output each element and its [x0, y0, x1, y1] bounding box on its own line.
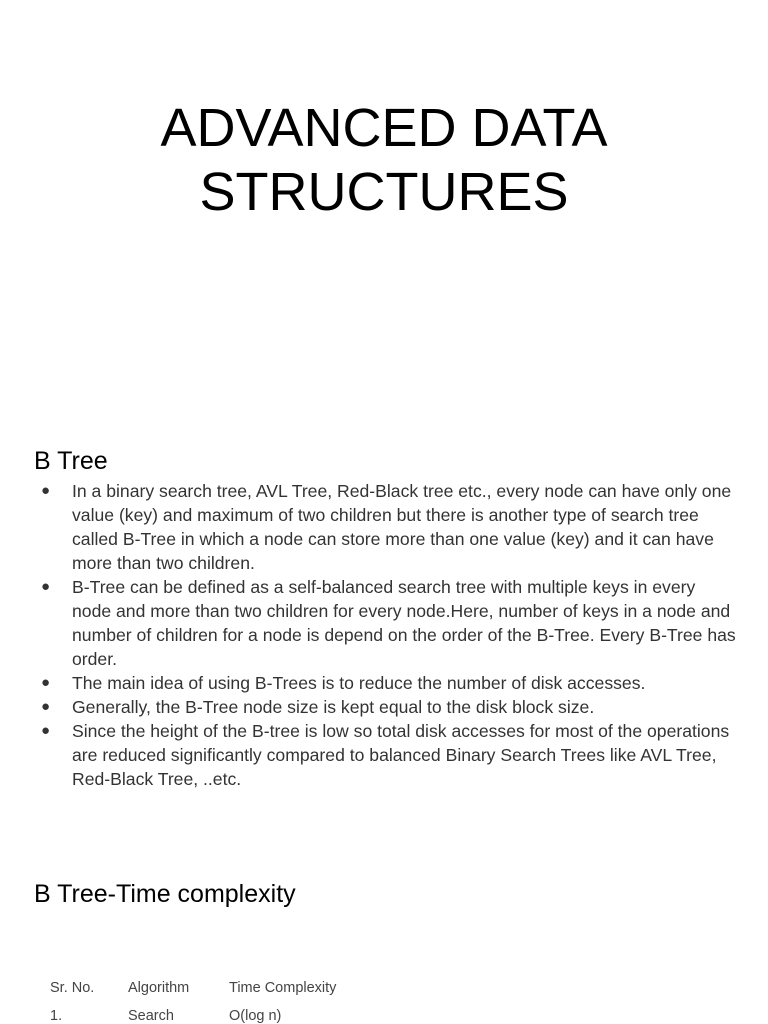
table-header-row: [0, 976, 768, 1004]
complexity-table: [0, 976, 768, 1024]
bullet-icon: ●: [41, 578, 51, 595]
bullet-icon: ●: [41, 674, 51, 691]
bullet-text: Generally, the B-Tree node size is kept equal to the disk block size.: [72, 697, 595, 717]
page-title-line-2: STRUCTURES: [199, 162, 569, 222]
bullet-icon: ●: [41, 722, 51, 739]
list-item: [0, 671, 768, 695]
complexity-heading: B Tree-Time complexity: [34, 880, 296, 908]
btree-bullet-list: [0, 479, 768, 791]
list-item: [0, 575, 768, 671]
bullet-text: In a binary search tree, AVL Tree, Red-Black tree etc., every node can have only one value (key) and maximum of two children but there is another type of search tree called B-Tree in which a node can store more than one value (key) and it can have more than two children.: [72, 481, 732, 573]
table-cell: O(log n): [229, 1008, 282, 1024]
list-item: [0, 479, 768, 575]
table-header-cell: Algorithm: [128, 980, 190, 996]
bullet-text: Since the height of the B-tree is low so total disk accesses for most of the operations are reduced significantly compared to balanced Binary Search Trees like AVL Tree, Red-Black Tree, ..etc.: [72, 721, 730, 789]
bullet-icon: ●: [41, 482, 51, 499]
bullet-icon: ●: [41, 698, 51, 715]
bullet-text: The main idea of using B-Trees is to reduce the number of disk accesses.: [72, 673, 646, 693]
table-cell: Search: [128, 1008, 174, 1024]
page-title-line-1: ADVANCED DATA: [160, 98, 608, 158]
list-item: [0, 719, 768, 791]
page-title: [0, 96, 768, 224]
bullet-text: B-Tree can be defined as a self-balanced search tree with multiple keys in every node and more than two children for every node.Here, number of keys in a node and number of children for a node is depend on the order of the B-Tree. Every B-Tree has order.: [72, 577, 736, 669]
table-row: [0, 1004, 768, 1024]
list-item: [0, 695, 768, 719]
table-header-cell: Time Complexity: [229, 980, 337, 996]
btree-heading: B Tree: [34, 447, 108, 475]
table-cell: 1.: [50, 1008, 63, 1024]
table-header-cell: Sr. No.: [50, 980, 95, 996]
